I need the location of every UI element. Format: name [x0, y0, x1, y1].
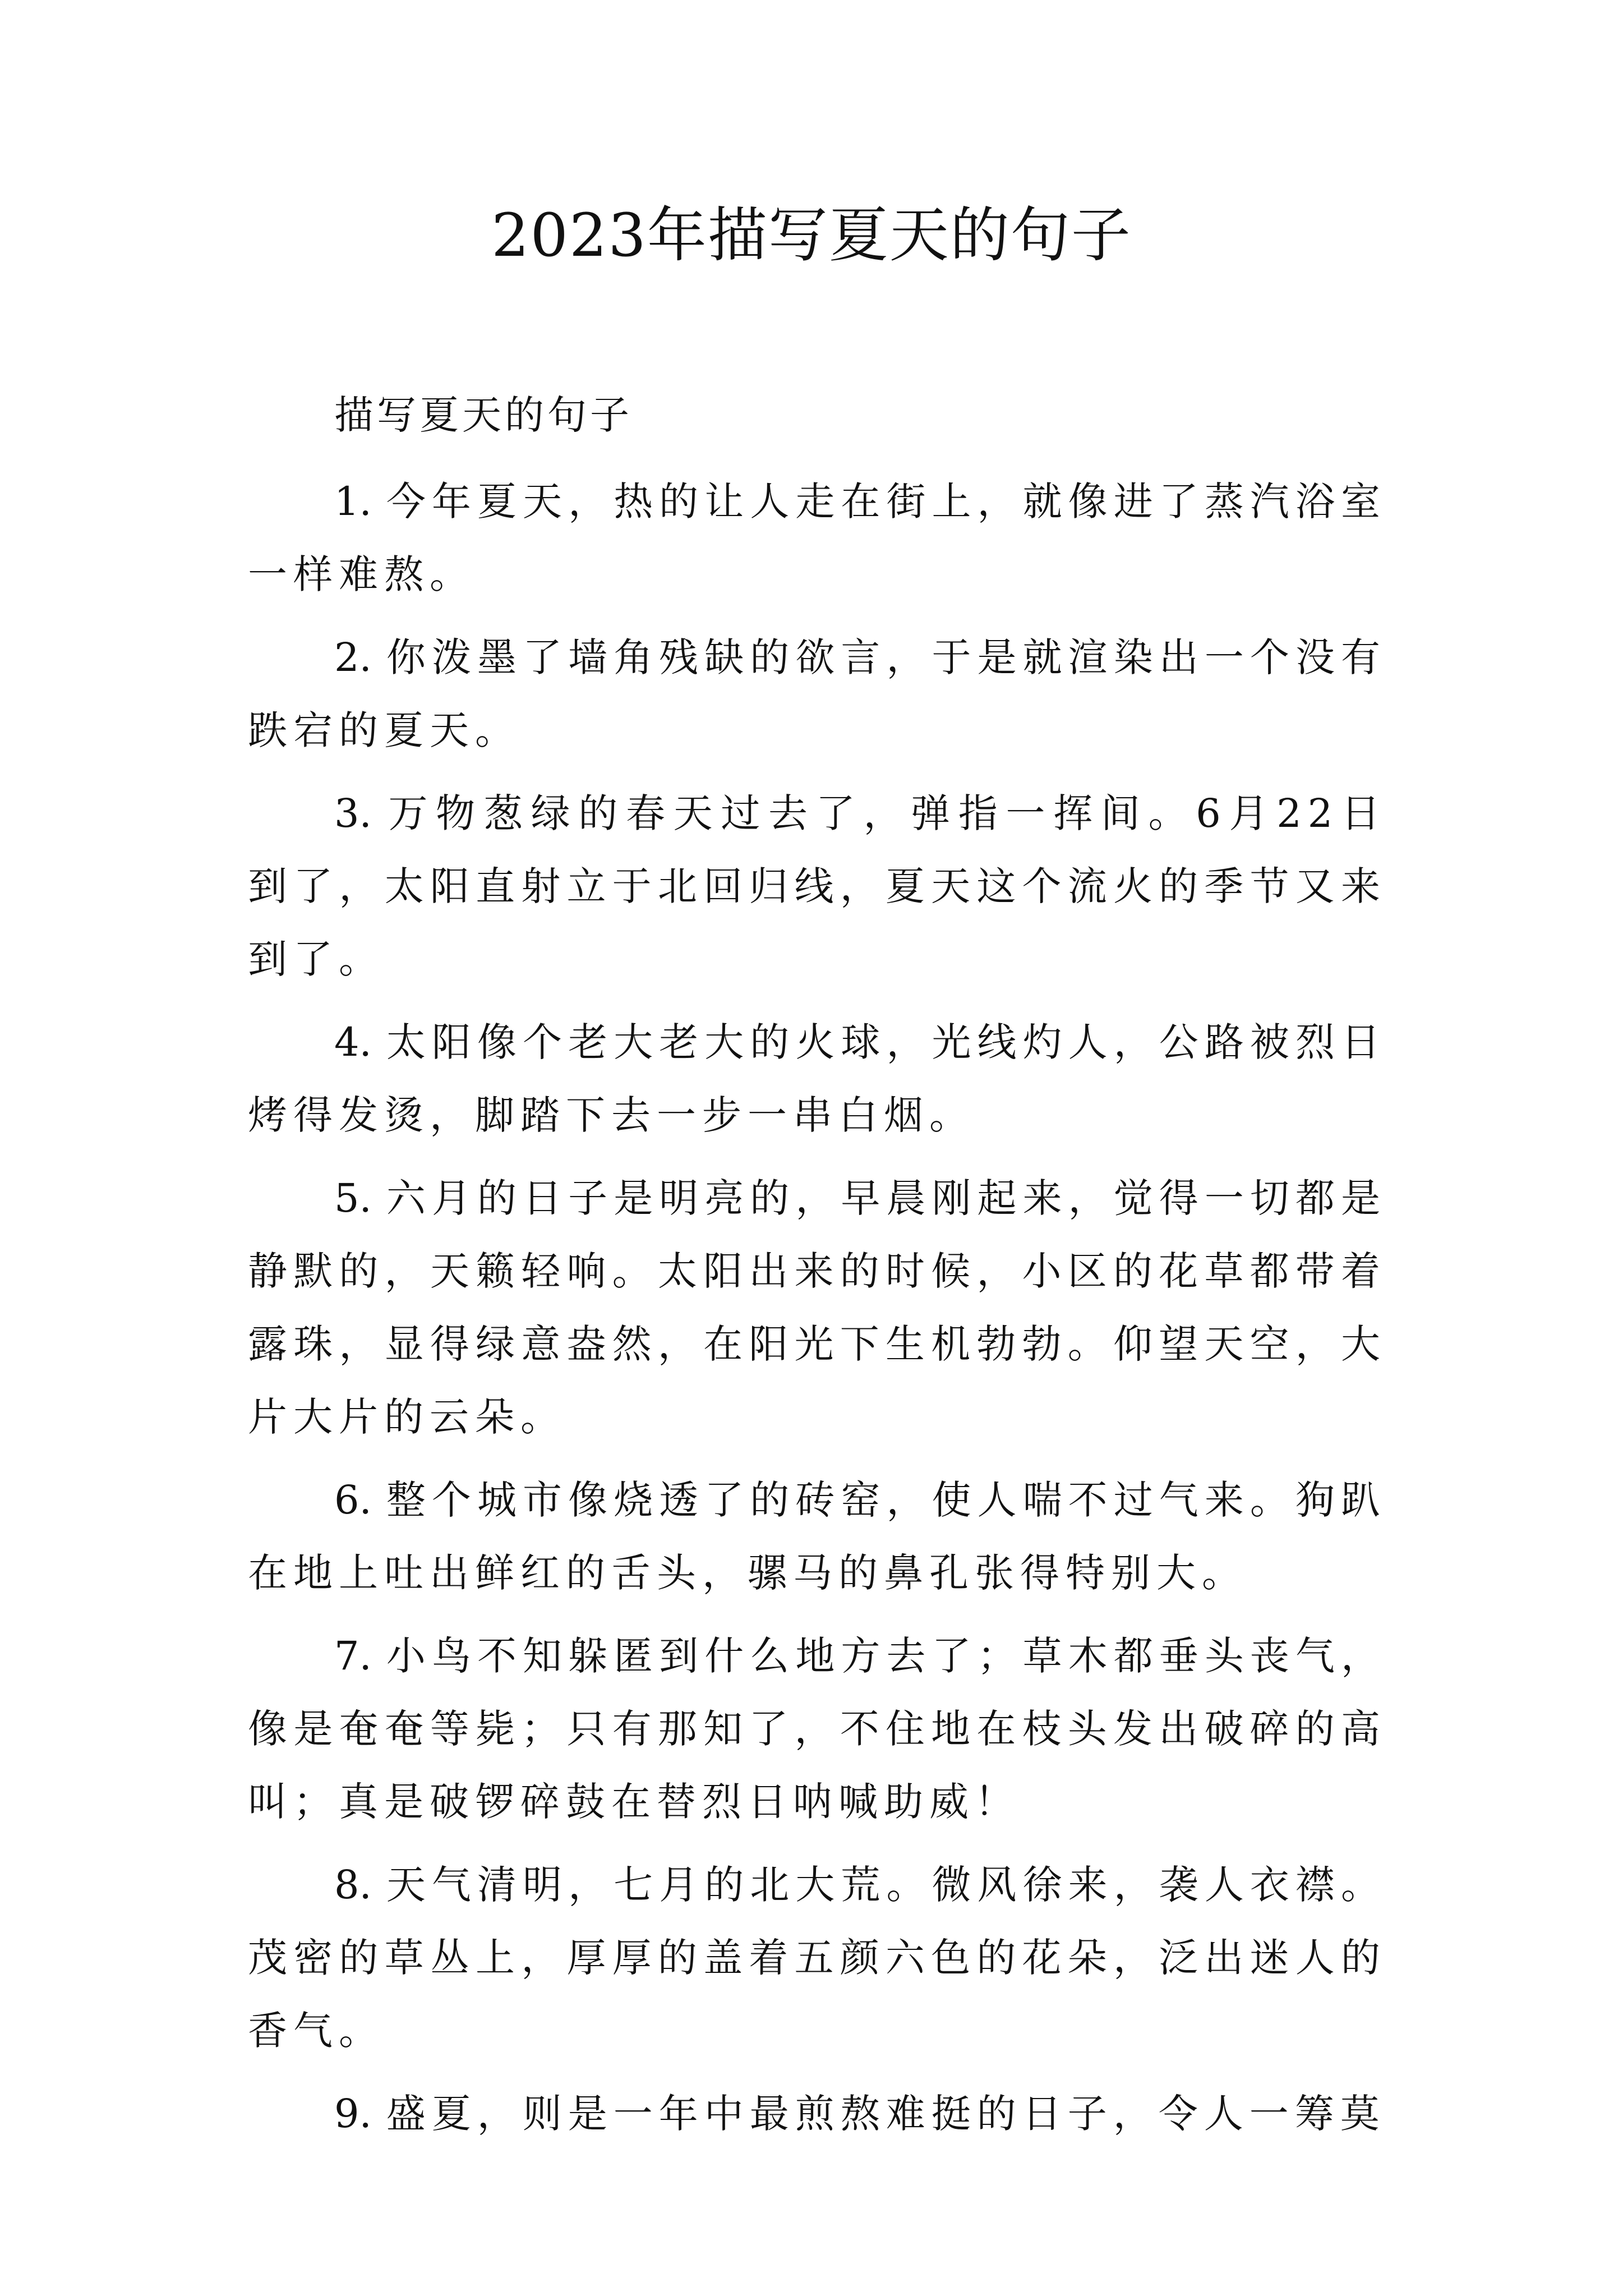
item-text: 你泼墨了墙角残缺的欲言，于是就渲染出一个没有跌宕的夏天。: [248, 634, 1386, 753]
list-item: [248, 2077, 1386, 2150]
item-number: 6.: [334, 1477, 372, 1523]
item-text: 整个城市像烧透了的砖窑，使人喘不过气来。狗趴在地上吐出鲜红的舌头，骡马的鼻孔张得特别大。: [248, 1477, 1386, 1596]
item-number: 3.: [334, 790, 372, 836]
item-text: 万物葱绿的春天过去了，弹指一挥间。6月22日到了，太阳直射立于北回归线，夏天这个流火的季节又来到了。: [248, 790, 1386, 982]
item-number: 5.: [334, 1175, 372, 1221]
item-number: 9.: [334, 2091, 372, 2137]
item-number: 4.: [334, 1019, 372, 1065]
list-item: [248, 1006, 1386, 1152]
list-item: [248, 1619, 1386, 1838]
document-title: 2023年描写夏天的句子: [491, 201, 1132, 270]
item-text: 小鸟不知躲匿到什么地方去了；草木都垂头丧气，像是奄奄等毙；只有那知了，不住地在枝头发出破碎的高叫；真是破锣碎鼓在替烈日呐喊助威！: [248, 1633, 1386, 1825]
section-heading: 描写夏天的句子: [334, 392, 633, 438]
item-number: 2.: [334, 634, 372, 680]
item-text: 天气清明，七月的北大荒。微风徐来，袭人衣襟。茂密的草丛上，厚厚的盖着五颜六色的花朵，泛出迷人的香气。: [248, 1862, 1386, 2054]
document-body: [248, 379, 1386, 2160]
item-number: 8.: [334, 1862, 372, 1908]
list-item: [248, 777, 1386, 996]
item-number: 1.: [334, 478, 372, 524]
item-text: 盛夏，则是一年中最煎熬难挺的日子，令人一筹莫: [386, 2091, 1386, 2137]
list-item: [248, 621, 1386, 767]
list-item: [248, 1162, 1386, 1453]
list-item: [248, 1848, 1386, 2067]
list-item: [248, 1464, 1386, 1609]
item-text: 六月的日子是明亮的，早晨刚起来，觉得一切都是静默的，天籁轻响。太阳出来的时候，小区的花草都带着露珠，显得绿意盎然，在阳光下生机勃勃。仰望天空，大片大片的云朵。: [248, 1175, 1386, 1440]
list-item: [248, 465, 1386, 611]
item-text: 今年夏天，热的让人走在街上，就像进了蒸汽浴室一样难熬。: [248, 478, 1386, 597]
item-text: 太阳像个老大老大的火球，光线灼人，公路被烈日烤得发烫，脚踏下去一步一串白烟。: [248, 1019, 1386, 1138]
item-number: 7.: [334, 1633, 372, 1679]
